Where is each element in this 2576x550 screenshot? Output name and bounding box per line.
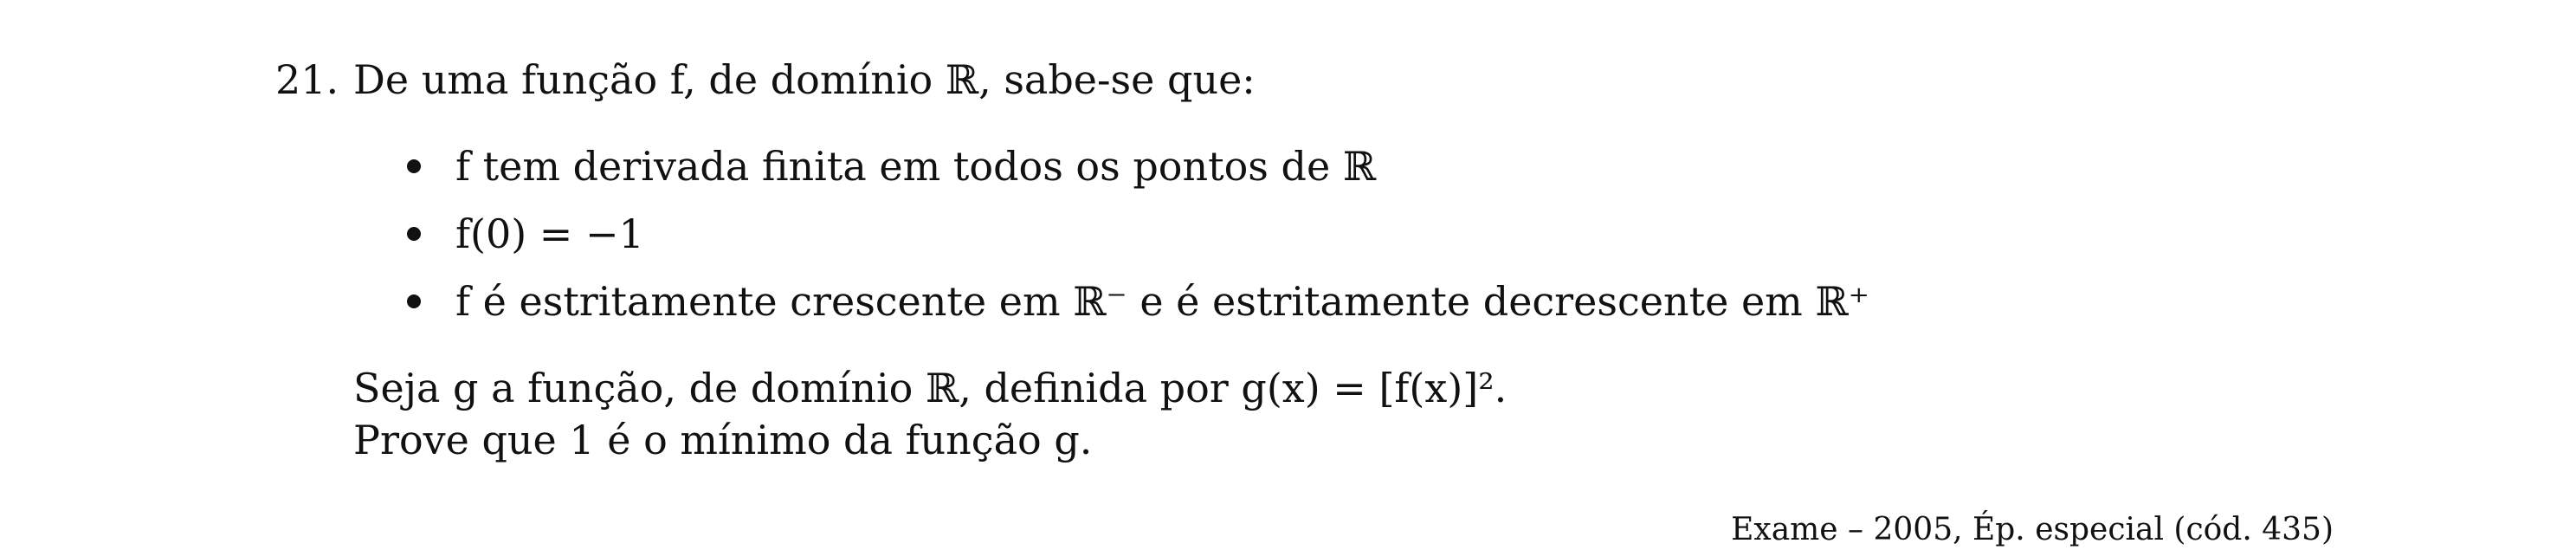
exam-source: Exame – 2005, Ép. especial (cód. 435) (1731, 512, 2334, 547)
bullet-icon (407, 227, 421, 241)
bullet-item-2 (407, 210, 644, 258)
bullet-icon (407, 294, 421, 308)
bullet-icon (407, 159, 421, 173)
bullet-text-2: f(0) = −1 (455, 210, 644, 257)
exercise-intro: De uma função f, de domínio ℝ, sabe-se que: (353, 56, 1256, 103)
bullet-item-1 (407, 142, 1376, 191)
exercise-number: 21. (275, 56, 339, 103)
bullet-item-3 (407, 277, 1869, 326)
bullet-text-3: f é estritamente crescente em ℝ⁻ e é estritamente decrescente em ℝ⁺ (455, 278, 1869, 325)
exercise-task: Prove que 1 é o mínimo da função g. (353, 417, 1093, 463)
function-definition: Seja g a função, de domínio ℝ, definida por g(x) = [f(x)]². (353, 365, 1508, 411)
bullet-text-1: f tem derivada finita em todos os pontos de ℝ (455, 143, 1377, 190)
